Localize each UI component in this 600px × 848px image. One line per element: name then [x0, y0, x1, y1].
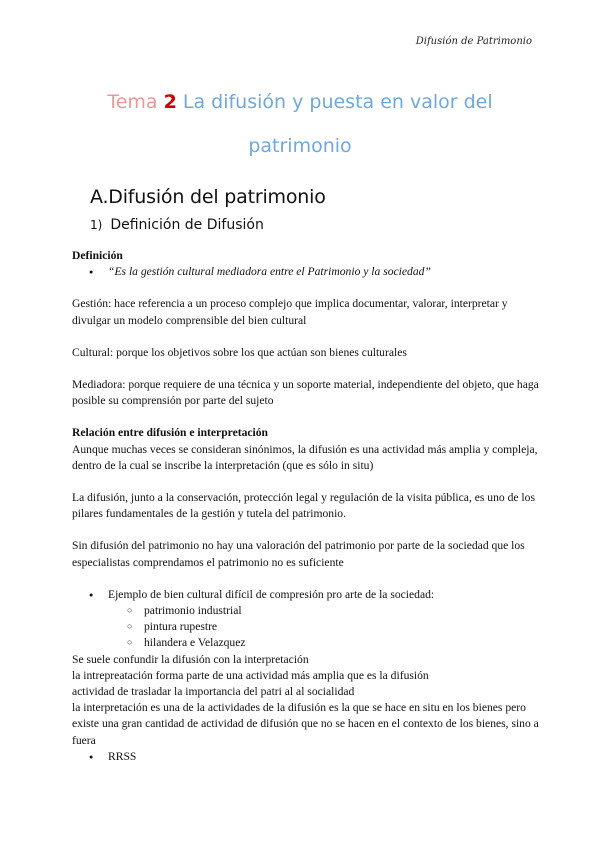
- relacion-label: Relación entre difusión e interpretación: [72, 426, 269, 440]
- note-line: la interpretación es una de la actividades de la difusión es la que se hace en situ en los bienes pero existe una gran cantidad de actividad de difusión que no se hacen en el contexto de los bienes, sino a fuera: [72, 701, 539, 747]
- note-line: la intrepreatación forma parte de una actividad más amplia que es la difusión: [72, 668, 429, 682]
- page-title: [60, 80, 540, 168]
- subsection-heading: [90, 217, 264, 233]
- definicion-list: [72, 264, 542, 280]
- document-body: [72, 248, 542, 765]
- title-number: 2: [163, 91, 177, 113]
- definicion-label: Definición: [72, 249, 123, 262]
- final-list: [72, 749, 542, 765]
- definicion-quote: ● “Es la gestión cultural mediadora entre el Patrimonio y la sociedad”: [72, 264, 542, 280]
- example-sub-item: ○ patrimonio industrial: [72, 603, 542, 619]
- section-heading: A.Difusión del patrimonio: [90, 186, 326, 208]
- running-header: Difusión de Patrimonio: [415, 36, 532, 47]
- gestion-paragraph: Gestión: hace referencia a un proceso complejo que implica documentar, valorar, interpretar y divulgar un modelo comprensible del bien cultural: [72, 297, 508, 327]
- note-line: actividad de trasladar la importancia del patri al al socialidad: [72, 685, 355, 699]
- subsection-title: Definición de Difusión: [110, 217, 264, 233]
- subsection-number: 1): [90, 218, 103, 232]
- rrss-item: ● RRSS: [72, 749, 542, 765]
- example-sub-item: ○ pintura rupestre: [72, 619, 542, 635]
- title-line2: patrimonio: [248, 135, 352, 157]
- relacion-p3: Sin difusión del patrimonio no hay una valoración del patrimonio por parte de la sociedad que los especialistas comprendamos el patrimonio no es suficiente: [72, 539, 525, 569]
- note-line: Se suele confundir la difusión con la interpretación: [72, 652, 309, 666]
- mediadora-paragraph: Mediadora: porque requiere de una técnica y un soporte material, independiente del objeto, que haga posible su comprensión por parte del sujeto: [72, 378, 539, 408]
- cultural-paragraph: Cultural: porque los objetivos sobre los que actúan son bienes culturales: [72, 345, 407, 359]
- title-line1: La difusión y puesta en valor del: [182, 91, 493, 113]
- relacion-p2: La difusión, junto a la conservación, protección legal y regulación de la visita pública, es uno de los pilares fundamentales de la gestión y tutela del patrimonio.: [72, 491, 535, 521]
- relacion-p1: Aunque muchas veces se consideran sinónimos, la difusión es una actividad más amplia y compleja, dentro de la cual se inscribe la interpretación (que es sólo in situ): [72, 442, 538, 472]
- example-item: ● Ejemplo de bien cultural difícil de compresión pro arte de la sociedad:: [72, 587, 542, 603]
- example-list: [72, 587, 542, 652]
- example-sub-item: ○ hilandera e Velazquez: [72, 635, 542, 651]
- title-prefix: Tema: [107, 91, 158, 113]
